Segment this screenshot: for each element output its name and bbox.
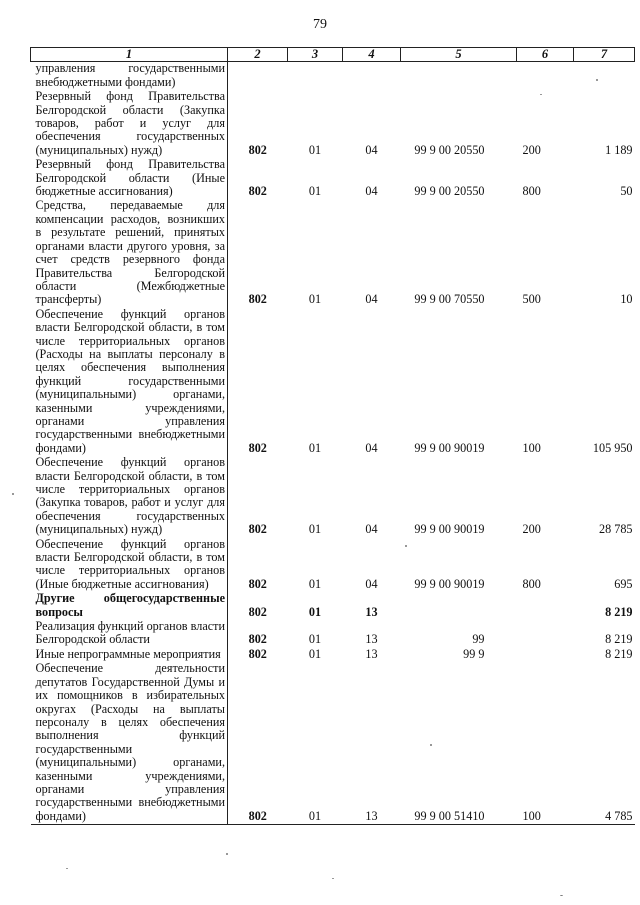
cell-section-code: 01 (288, 662, 343, 824)
cell-grbs-code: 802 (228, 662, 288, 824)
cell-target-article: 99 9 00 20550 (414, 184, 485, 199)
column-header-section: 3 (288, 48, 343, 62)
cell-amount: 695 (614, 576, 633, 591)
scan-speck (66, 868, 68, 869)
scan-speck (430, 744, 432, 746)
cell-subsection-code: 04 (365, 440, 378, 455)
row-description: Реализация функций органов власти Белгородской области (31, 620, 228, 648)
scan-speck (12, 493, 14, 495)
cell-expense-type: 500 (522, 292, 541, 307)
cell-expense-type (517, 620, 574, 648)
cell-expense-type (517, 62, 574, 90)
cell-amount: 10 (620, 292, 633, 307)
cell-amount: 1 189 (605, 142, 633, 157)
table-row (31, 662, 635, 824)
cell-subsection-code: 13 (365, 646, 378, 661)
column-header-name: 1 (31, 48, 228, 62)
cell-section-code (288, 62, 343, 90)
cell-amount: 4 785 (574, 662, 635, 824)
cell-subsection-code: 04 (365, 576, 378, 591)
cell-subsection-code: 04 (365, 142, 378, 157)
cell-section-code: 01 (308, 292, 322, 307)
row-description: Резервный фонд Правительства Белгородской области (Иные бюджетные ассигнования) (31, 158, 228, 199)
row-description: Обеспечение функций органов власти Белгородской области, в том числе территориальных органов (Иные бюджетные ассигнования) (31, 538, 228, 593)
cell-expense-type: 200 (522, 142, 541, 157)
cell-section-code: 01 (308, 646, 322, 661)
row-description: Средства, передаваемые для компенсации расходов, возникших в результате решений, принятых органами власти другого уровня, за счет средств резервного фонда Правительства Белгородской области (Межбюджетные трансферты) (31, 199, 228, 307)
cell-target-article: 99 (472, 632, 485, 647)
column-header-subsection: 4 (343, 48, 401, 62)
table-header-row (31, 48, 635, 62)
cell-expense-type: 800 (522, 576, 541, 591)
cell-expense-type: 200 (522, 522, 541, 537)
row-description: Обеспечение деятельности депутатов Государственной Думы и их помощников в избирательных округах (Расходы на выплаты персоналу в целях обеспечения выполнения функций государственными (муниципальными) органами, казенными учреждениями, органами управления государственными внебюджетными фондами) (31, 662, 228, 824)
row-description: Иные непрограммные мероприятия (31, 648, 228, 662)
cell-grbs-code: 802 (248, 142, 267, 157)
cell-target-article (401, 592, 517, 620)
page-number: 79 (313, 17, 327, 32)
scan-speck (560, 895, 563, 896)
table-row (31, 308, 635, 456)
cell-grbs-code: 802 (248, 576, 267, 591)
cell-section-code: 01 (308, 142, 322, 157)
cell-grbs-code: 802 (248, 184, 267, 199)
cell-target-article: 99 9 00 90019 (414, 522, 485, 537)
cell-target-article: 99 9 00 20550 (414, 142, 485, 157)
row-description: Обеспечение функций органов власти Белгородской области, в том числе территориальных органов (Закупка товаров, работ и услуг для обеспечения государственных (муниципальных) нужд) (31, 456, 228, 537)
cell-subsection-code: 13 (365, 604, 378, 619)
cell-grbs-code: 802 (248, 646, 267, 661)
cell-subsection-code: 04 (365, 184, 378, 199)
row-description: Обеспечение функций органов власти Белгородской области, в том числе территориальных органов (Расходы на выплаты персоналу в целях обеспечения выполнения функций государственными (муниципальными) органами, казенными учреждениями, органами управления государственными внебюджетными фондами) (31, 308, 228, 456)
column-header-expense-type: 6 (517, 48, 574, 62)
cell-subsection-code (343, 62, 401, 90)
cell-grbs-code: 802 (248, 292, 267, 307)
table-row (31, 90, 635, 158)
cell-amount: 50 (620, 184, 633, 199)
cell-expense-type: 100 (517, 662, 574, 824)
cell-grbs-code: 802 (248, 440, 267, 455)
table-row (31, 620, 635, 648)
cell-section-code: 01 (308, 576, 322, 591)
cell-subsection-code: 04 (365, 292, 378, 307)
cell-target-article (401, 62, 517, 90)
cell-target-article: 99 9 00 51410 (401, 662, 517, 824)
cell-section-code: 01 (308, 522, 322, 537)
budget-table (30, 47, 635, 825)
cell-grbs-code (228, 62, 288, 90)
cell-target-article: 99 9 00 70550 (414, 292, 485, 307)
cell-section-code: 01 (308, 604, 322, 619)
row-description: Резервный фонд Правительства Белгородской области (Закупка товаров, работ и услуг для обеспечения государственных (муниципальных) нужд) (31, 90, 228, 158)
cell-expense-type: 800 (522, 184, 541, 199)
column-header-target-article: 5 (401, 48, 517, 62)
cell-expense-type (517, 648, 574, 662)
cell-amount: 8 219 (605, 604, 633, 619)
cell-amount: 105 950 (592, 440, 633, 455)
column-header-amount: 7 (574, 48, 635, 62)
cell-subsection-code: 13 (365, 632, 378, 647)
cell-expense-type: 100 (522, 440, 541, 455)
cell-grbs-code: 802 (248, 522, 267, 537)
cell-section-code: 01 (308, 440, 322, 455)
table-row (31, 62, 635, 90)
scan-speck (540, 94, 542, 95)
cell-target-article: 99 9 00 90019 (414, 576, 485, 591)
cell-amount: 8 219 (605, 646, 633, 661)
cell-subsection-code: 13 (343, 662, 401, 824)
table-row (31, 648, 635, 662)
cell-grbs-code: 802 (248, 632, 267, 647)
scan-speck (332, 878, 334, 879)
cell-amount (574, 62, 635, 90)
table-row (31, 456, 635, 537)
cell-grbs-code: 802 (248, 604, 267, 619)
table-row (31, 199, 635, 307)
scan-speck (405, 545, 407, 547)
table-row (31, 158, 635, 199)
cell-amount: 28 785 (598, 522, 633, 537)
cell-amount: 8 219 (605, 632, 633, 647)
cell-section-code: 01 (308, 632, 322, 647)
row-description: управления государственными внебюджетными фондами) (31, 62, 228, 90)
column-header-grbs: 2 (228, 48, 288, 62)
cell-target-article: 99 9 (463, 646, 485, 661)
table-row (31, 538, 635, 593)
scan-speck (596, 79, 598, 81)
cell-section-code: 01 (308, 184, 322, 199)
cell-expense-type (517, 592, 574, 620)
scan-speck (226, 853, 228, 855)
cell-subsection-code: 04 (365, 522, 378, 537)
row-description: Другие общегосударственные вопросы (31, 592, 228, 620)
cell-target-article: 99 9 00 90019 (414, 440, 485, 455)
table-row (31, 592, 635, 620)
